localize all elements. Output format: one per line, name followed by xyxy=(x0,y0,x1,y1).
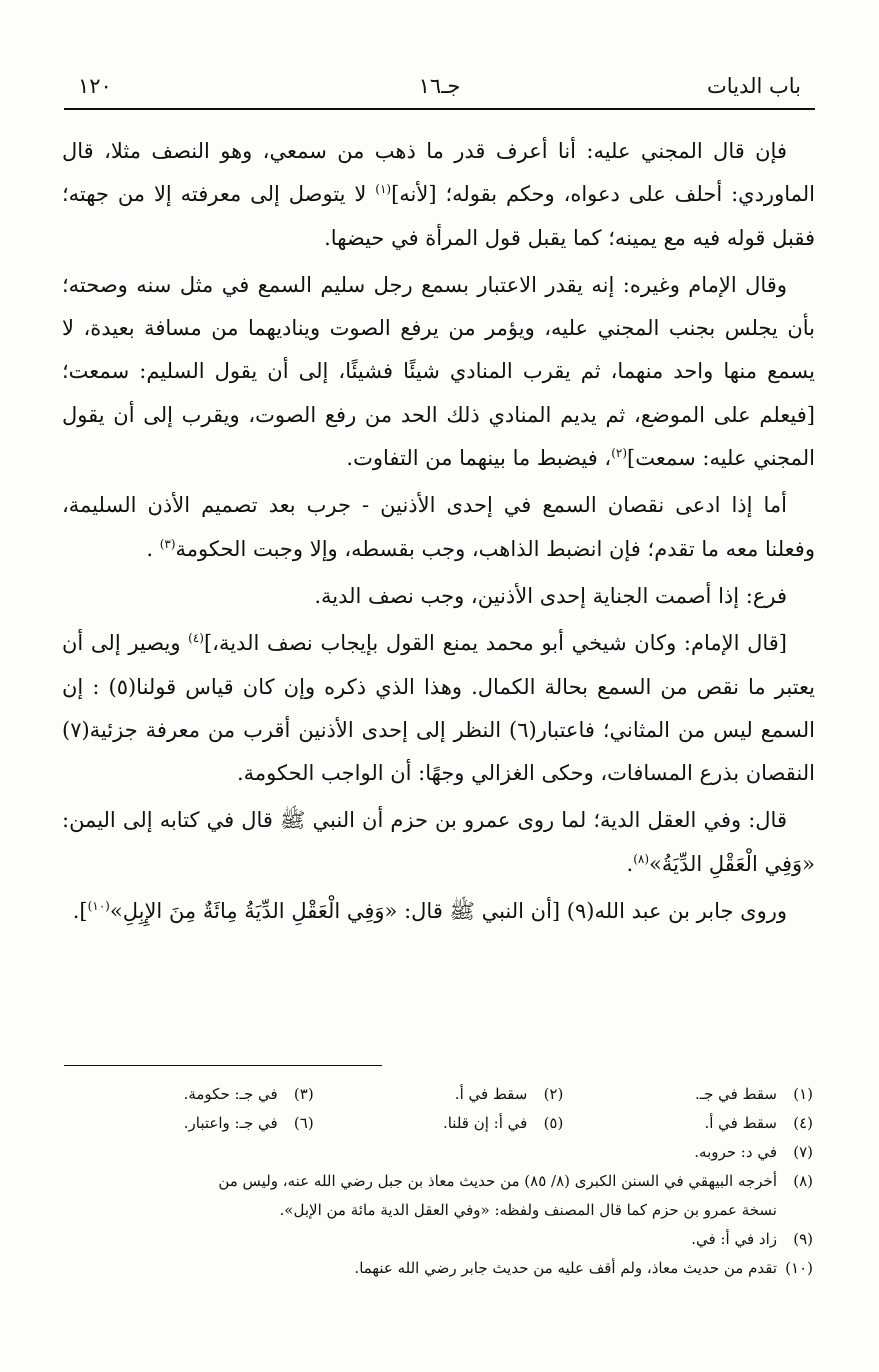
footnote-continuation: نسخة عمرو بن حزم كما قال المصنف ولفظه: «وفي العقل الدية مائة من الإبل». xyxy=(279,1201,777,1219)
footnote-separator xyxy=(64,1065,382,1066)
page-number: ١٢٠ xyxy=(78,74,112,98)
paragraph: أما إذا ادعى نقصان السمع في إحدى الأذنين - جرب بعد تصميم الأذن السليمة، وفعلنا معه ما تقدم؛ فإن انضبط الذاهب، وجب بقسطه، وإلا وجبت الحكومة$^{(٣)}$ . xyxy=(62,493,815,561)
footnotes xyxy=(64,1080,813,1283)
paragraph: فإن قال المجني عليه: أنا أعرف قدر ما ذهب من سمعي، وهو النصف مثلا، قال الماوردي: أحلف على دعواه، وحكم بقوله؛ [لأنه]$^{(١)}$ لا يتوصل إلى معرفته إلا من جهته؛ فقبل قوله فيه مع يمينه؛ كما يقبل قول المرأة في حيضها. xyxy=(62,139,815,250)
footnote: (٢)سقط في أ. xyxy=(454,1085,564,1103)
paragraph: وقال الإمام وغيره: إنه يقدر الاعتبار بسمع رجل سليم السمع في مثل سنه وصحته؛ بأن يجلس بجنب المجني عليه، ويؤمر من يرفع الصوت ويناديهما من مسافة بعيدة، لا يسمع منها واحد منهما، ثم يقرب المنادي شيئًا فشيئًا، إلى أن يقول السليم: سمعت؛ [فيعلم على الموضع، ثم يديم المنادي ذلك الحد من رفع الصوت، ويقرب إلى أن يقول المجني عليه: سمعت]$^{(٢)}$، فيضبط ما بينهما من التفاوت. xyxy=(62,272,815,471)
footnote: (٣)في جـ: حكومة. xyxy=(183,1085,314,1103)
running-header xyxy=(78,68,801,98)
paragraph: [قال الإمام: وكان شيخي أبو محمد يمنع القول بإيجاب نصف الدية،]$^{(٤)}$ ويصير إلى أن يعتبر ما نقص من السمع بحالة الكمال. وهذا الذي ذكره وإن كان قياس قولنا(٥) : إن السمع ليس من المثاني؛ فاعتبار(٦) النظر إلى إحدى الأذنين أقرب من معرفة جزئية(٧) النقصان بذرع المسافات، وحكى الغزالي وجهًا: أن الواجب الحكومة. xyxy=(62,631,815,786)
footnote: (١)سقط في جـ. xyxy=(694,1085,813,1103)
footnote: (٤)سقط في أ. xyxy=(704,1114,813,1132)
footnote: (٦)في جـ: واعتبار. xyxy=(183,1114,314,1132)
chapter-title: باب الديات xyxy=(707,74,801,98)
footnote: (٧) في د: حروبه. xyxy=(694,1143,813,1161)
paragraph: فرع: إذا أصمت الجناية إحدى الأذنين، وجب نصف الدية. xyxy=(314,583,787,608)
main-text xyxy=(62,130,815,937)
footnote: (٩) زاد في أ: في. xyxy=(691,1230,813,1248)
footnote: (١٠) تقدم من حديث معاذ، ولم أقف عليه من حديث جابر رضي الله عنهما. xyxy=(354,1259,813,1277)
paragraph: وروى جابر بن عبد الله(٩) [أن النبي ﷺ قال: «وَفِي الْعَقْلِ الدِّيَةُ مِائَةٌ مِنَ الإِبِلِ»$^{(١٠)}$]. xyxy=(72,899,787,924)
volume-label: جـ١٦ xyxy=(418,74,461,98)
footnote: (٨)أخرجه البيهقي في السنن الكبرى (٨/ ٨٥) من حديث معاذ بن جبل رضي الله عنه، وليس من xyxy=(218,1172,813,1190)
header-rule xyxy=(64,108,815,110)
footnote: (٥)في أ: إن قلنا. xyxy=(442,1114,564,1132)
paragraph: قال: وفي العقل الدية؛ لما روى عمرو بن حزم أن النبي ﷺ قال في كتابه إلى اليمن: «وَفِي الْعَقْلِ الدِّيَةُ»$^{(٨)}$. xyxy=(62,808,815,876)
